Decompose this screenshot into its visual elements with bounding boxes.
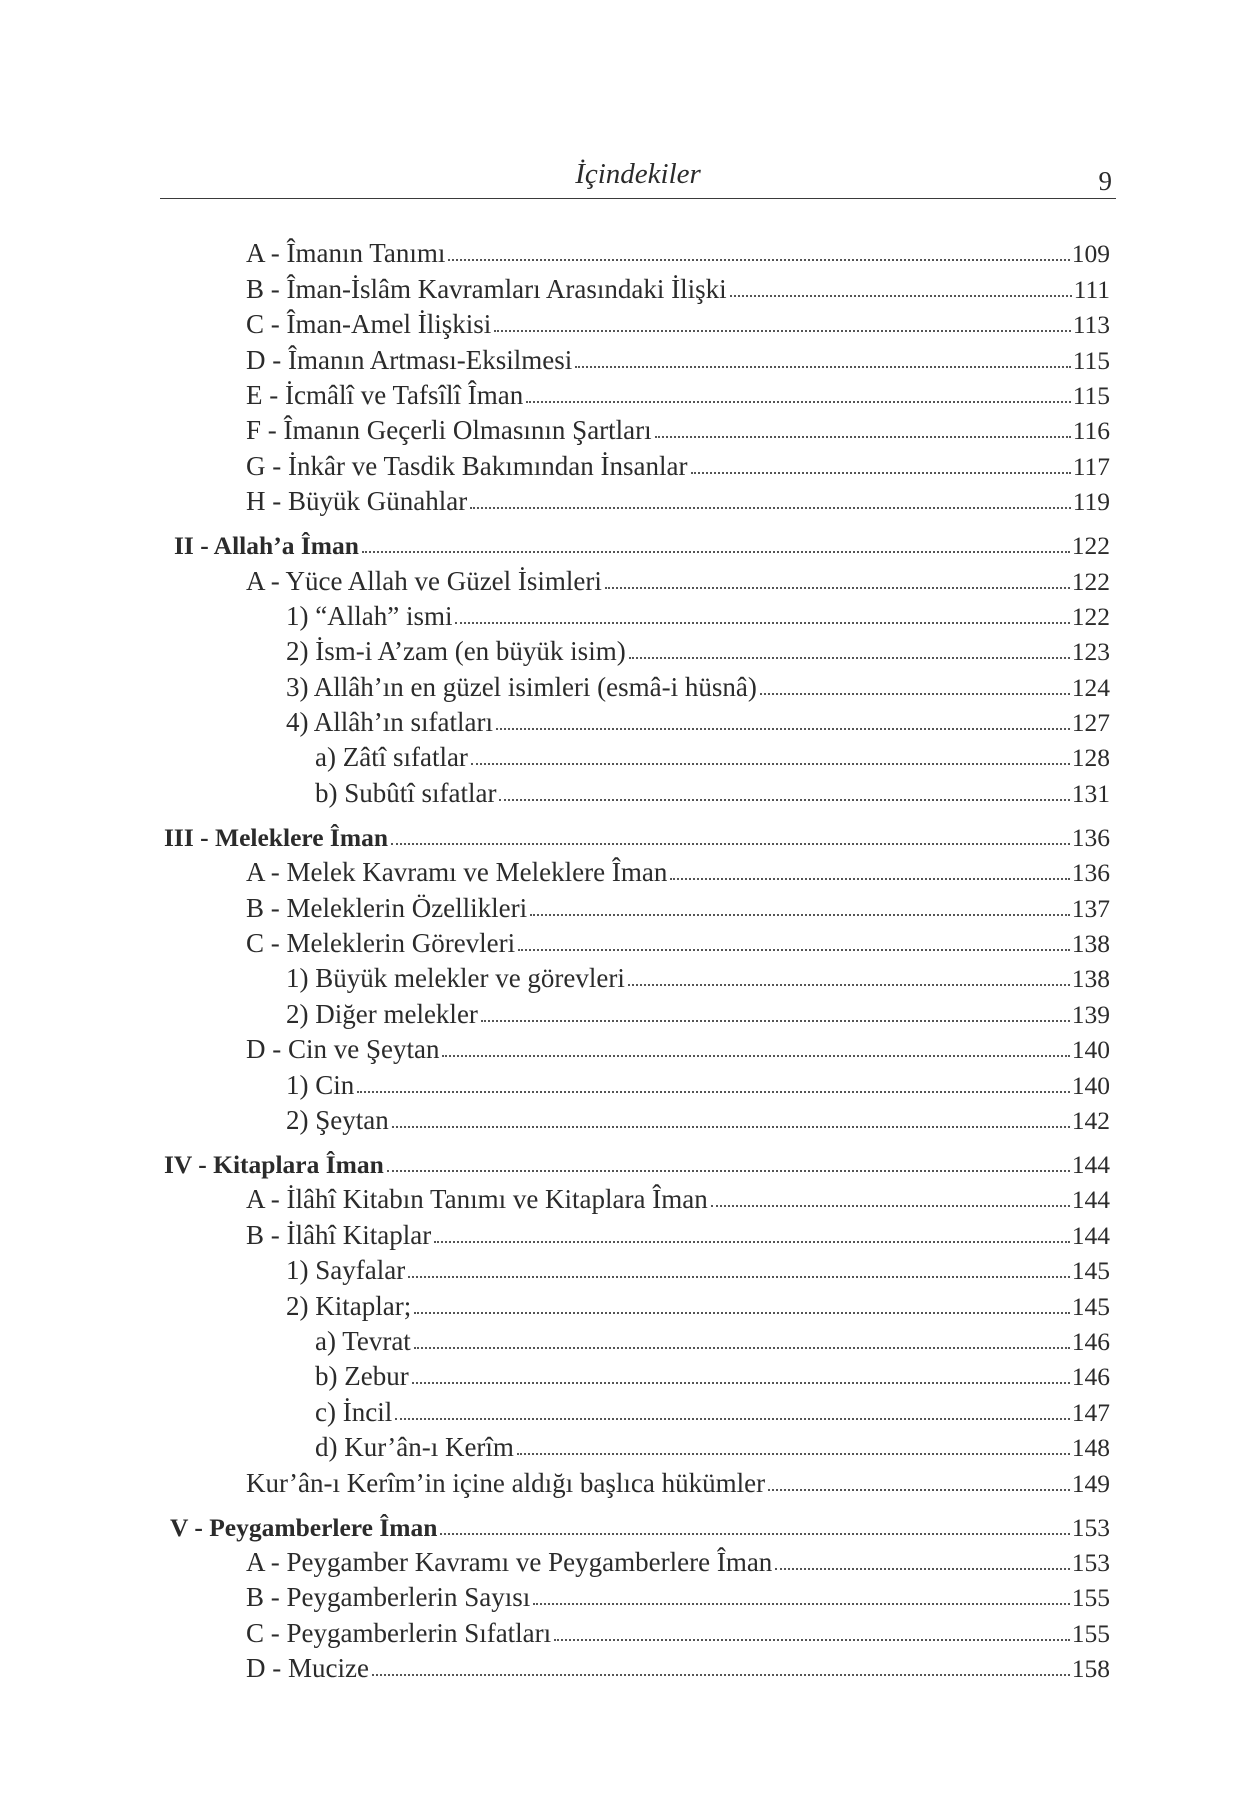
toc-entry-title: IV - Kitaplara Îman — [164, 1149, 384, 1179]
toc-entry — [160, 924, 1110, 959]
toc-entry-title: b) Zebur — [315, 1361, 409, 1392]
toc-entry-title: 3) Allâh’ın en güzel isimleri (esmâ-i hüsnâ) — [286, 671, 757, 702]
toc-entry-page: 127 — [1071, 708, 1110, 738]
toc-leader-dots — [760, 693, 1070, 695]
toc-leader-dots — [670, 878, 1069, 880]
toc-entry-title: C - Îman-Amel İlişkisi — [246, 309, 492, 340]
toc-leader-dots — [471, 763, 1070, 765]
toc-entry — [160, 305, 1110, 340]
toc-leader-dots — [517, 1453, 1070, 1455]
toc-entry-page: 137 — [1071, 893, 1110, 923]
toc-entry-title: 1) Cin — [286, 1069, 355, 1100]
toc-entry-title: 2) İsm-i A’zam (en büyük isim) — [286, 636, 626, 667]
toc-leader-dots — [372, 1674, 1070, 1676]
toc-entry — [160, 738, 1110, 773]
toc-entry-title: A - Îmanın Tanımı — [246, 238, 446, 269]
toc-entry — [160, 1180, 1110, 1215]
toc-leader-dots — [408, 1276, 1070, 1278]
toc-entry-page: 119 — [1072, 487, 1110, 517]
toc-leader-dots — [575, 366, 1070, 368]
toc-leader-dots — [412, 1382, 1070, 1384]
toc-entry-title: 1) “Allah” ismi — [286, 600, 453, 631]
toc-entry-title: A - Yüce Allah ve Güzel İsimleri — [246, 565, 602, 596]
page-header — [160, 150, 1116, 198]
toc-leader-dots — [499, 799, 1069, 801]
toc-entry-page: 136 — [1071, 858, 1110, 888]
toc-entry-page: 115 — [1072, 380, 1110, 410]
toc-entry-page: 146 — [1071, 1362, 1110, 1392]
toc-entry-title: II - Allah’a Îman — [174, 531, 359, 561]
toc-entry-page: 122 — [1071, 566, 1110, 596]
toc-entry — [160, 1613, 1110, 1648]
running-title: İçindekiler — [575, 158, 701, 190]
toc-entry-title: 2) Şeytan — [286, 1104, 389, 1135]
toc-entry-page: 146 — [1071, 1326, 1110, 1356]
toc-entry-title: G - İnkâr ve Tasdik Bakımından İnsanlar — [246, 450, 688, 481]
toc-entry — [160, 234, 1110, 269]
toc-entry-title: b) Subûtî sıfatlar — [315, 777, 497, 808]
toc-entry-page: 109 — [1071, 239, 1110, 269]
toc-entry-page: 113 — [1072, 310, 1110, 340]
toc-entry-title: 2) Diğer melekler — [286, 998, 478, 1029]
toc-entry-page: 140 — [1071, 1035, 1110, 1065]
toc-leader-dots — [691, 472, 1071, 474]
toc-leader-dots — [628, 984, 1070, 986]
toc-leader-dots — [434, 1241, 1070, 1243]
toc-entry-page: 111 — [1073, 274, 1110, 304]
toc-entry-page: 142 — [1071, 1105, 1110, 1135]
toc-leader-dots — [730, 295, 1072, 297]
toc-entry — [160, 1215, 1110, 1250]
toc-entry — [160, 1251, 1110, 1286]
toc-entry — [160, 667, 1110, 702]
toc-leader-dots — [357, 1091, 1069, 1093]
toc-entry — [160, 1428, 1110, 1463]
toc-entry — [160, 1392, 1110, 1427]
toc-entry-title: C - Meleklerin Görevleri — [246, 928, 516, 959]
toc-entry-title: B - Meleklerin Özellikleri — [246, 892, 528, 923]
toc-entry-page: 124 — [1071, 672, 1110, 702]
toc-leader-dots — [526, 401, 1070, 403]
toc-entry — [160, 1649, 1110, 1684]
toc-entry — [160, 1543, 1110, 1578]
toc-entry-page: 122 — [1071, 601, 1110, 631]
toc-entry-title: A - İlâhî Kitabın Tanımı ve Kitaplara Îman — [246, 1184, 708, 1215]
toc-leader-dots — [481, 1020, 1070, 1022]
toc-entry-page: 128 — [1071, 743, 1110, 773]
table-of-contents — [160, 234, 1110, 1684]
toc-leader-dots — [530, 914, 1070, 916]
toc-chapter-entry — [160, 1499, 1110, 1543]
toc-leader-dots — [470, 507, 1070, 509]
toc-entry-title: F - Îmanın Geçerli Olmasının Şartları — [246, 415, 652, 446]
toc-entry — [160, 773, 1110, 808]
toc-entry-page: 140 — [1071, 1070, 1110, 1100]
toc-entry — [160, 597, 1110, 632]
toc-entry-title: D - Cin ve Şeytan — [246, 1034, 440, 1065]
toc-chapter-entry — [160, 1136, 1110, 1180]
toc-entry-page: 149 — [1071, 1468, 1110, 1498]
toc-leader-dots — [395, 1418, 1070, 1420]
toc-entry-title: A - Melek Kavramı ve Meleklere Îman — [246, 857, 668, 888]
toc-entry-page: 144 — [1071, 1185, 1110, 1215]
toc-entry-page: 116 — [1072, 416, 1110, 446]
toc-leader-dots — [629, 657, 1070, 659]
toc-leader-dots — [455, 622, 1069, 624]
toc-entry — [160, 1065, 1110, 1100]
toc-leader-dots — [414, 1347, 1070, 1349]
toc-leader-dots — [392, 1126, 1070, 1128]
toc-entry-page: 144 — [1071, 1149, 1110, 1179]
toc-entry-title: E - İcmâlî ve Tafsîlî Îman — [246, 379, 524, 410]
toc-entry-title: V - Peygamberlere Îman — [170, 1512, 438, 1542]
header-rule — [160, 198, 1116, 199]
toc-leader-dots — [605, 587, 1070, 589]
toc-entry — [160, 376, 1110, 411]
toc-leader-dots — [775, 1568, 1069, 1570]
toc-entry-title: H - Büyük Günahlar — [246, 486, 468, 517]
toc-entry-page: 138 — [1071, 929, 1110, 959]
toc-leader-dots — [448, 259, 1069, 261]
toc-entry-page: 115 — [1072, 345, 1110, 375]
toc-leader-dots — [440, 1533, 1069, 1535]
toc-leader-dots — [518, 949, 1070, 951]
toc-entry — [160, 1322, 1110, 1357]
toc-entry-page: 153 — [1071, 1512, 1110, 1542]
toc-entry-title: a) Zâtî sıfatlar — [315, 742, 468, 773]
toc-entry — [160, 888, 1110, 923]
toc-entry-title: 1) Sayfalar — [286, 1255, 406, 1286]
toc-entry — [160, 1357, 1110, 1392]
toc-entry-page: 139 — [1071, 999, 1110, 1029]
toc-entry — [160, 632, 1110, 667]
toc-entry-title: B - Peygamberlerin Sayısı — [246, 1582, 531, 1613]
toc-entry-title: 1) Büyük melekler ve görevleri — [286, 963, 625, 994]
toc-entry-title: C - Peygamberlerin Sıfatları — [246, 1617, 552, 1648]
toc-entry-title: D - Îmanın Artması-Eksilmesi — [246, 344, 573, 375]
toc-entry-title: c) İncil — [315, 1396, 393, 1427]
toc-entry — [160, 561, 1110, 596]
toc-entry-page: 136 — [1071, 822, 1110, 852]
toc-entry — [160, 411, 1110, 446]
toc-leader-dots — [391, 843, 1070, 845]
toc-entry — [160, 269, 1110, 304]
toc-entry-page: 155 — [1071, 1583, 1110, 1613]
toc-entry-page: 153 — [1071, 1547, 1110, 1577]
toc-leader-dots — [533, 1603, 1070, 1605]
page-number: 9 — [1098, 166, 1112, 196]
toc-entry — [160, 482, 1110, 517]
toc-leader-dots — [496, 728, 1070, 730]
toc-entry-page: 117 — [1072, 451, 1110, 481]
toc-leader-dots — [387, 1170, 1070, 1172]
toc-chapter-entry — [160, 809, 1110, 853]
toc-entry — [160, 340, 1110, 375]
toc-entry-title: 2) Kitaplar; — [286, 1290, 412, 1321]
toc-leader-dots — [711, 1205, 1070, 1207]
toc-entry-page: 131 — [1071, 778, 1110, 808]
toc-entry-title: D - Mucize — [246, 1653, 369, 1684]
toc-entry-page: 122 — [1071, 531, 1110, 561]
toc-entry — [160, 853, 1110, 888]
toc-entry-page: 155 — [1071, 1618, 1110, 1648]
toc-entry — [160, 446, 1110, 481]
toc-entry-page: 147 — [1071, 1397, 1110, 1427]
toc-entry-title: a) Tevrat — [315, 1325, 411, 1356]
toc-entry-page: 158 — [1071, 1654, 1110, 1684]
toc-entry-title: III - Meleklere Îman — [164, 822, 389, 852]
toc-leader-dots — [362, 551, 1070, 553]
toc-leader-dots — [655, 436, 1071, 438]
toc-entry-page: 148 — [1071, 1433, 1110, 1463]
toc-entry-page: 138 — [1071, 964, 1110, 994]
toc-entry-page: 145 — [1071, 1291, 1110, 1321]
toc-entry-page: 123 — [1071, 637, 1110, 667]
toc-leader-dots — [442, 1055, 1069, 1057]
toc-entry — [160, 1101, 1110, 1136]
toc-entry-page: 145 — [1071, 1256, 1110, 1286]
toc-entry-title: B - İlâhî Kitaplar — [246, 1219, 432, 1250]
toc-entry — [160, 959, 1110, 994]
toc-entry — [160, 994, 1110, 1029]
toc-entry — [160, 1578, 1110, 1613]
toc-entry — [160, 1463, 1110, 1498]
toc-entry — [160, 1286, 1110, 1321]
toc-entry-title: A - Peygamber Kavramı ve Peygamberlere Îman — [246, 1546, 773, 1577]
toc-entry — [160, 1030, 1110, 1065]
toc-entry-title: Kur’ân-ı Kerîm’in içine aldığı başlıca hükümler — [246, 1467, 766, 1498]
toc-leader-dots — [768, 1489, 1070, 1491]
toc-entry-title: d) Kur’ân-ı Kerîm — [315, 1432, 514, 1463]
toc-entry-title: B - Îman-İslâm Kavramları Arasındaki İlişki — [246, 273, 727, 304]
toc-leader-dots — [554, 1639, 1070, 1641]
toc-chapter-entry — [160, 517, 1110, 561]
toc-leader-dots — [494, 330, 1070, 332]
toc-leader-dots — [414, 1312, 1070, 1314]
toc-entry — [160, 703, 1110, 738]
toc-entry-title: 4) Allâh’ın sıfatları — [286, 707, 493, 738]
toc-entry-page: 144 — [1071, 1220, 1110, 1250]
